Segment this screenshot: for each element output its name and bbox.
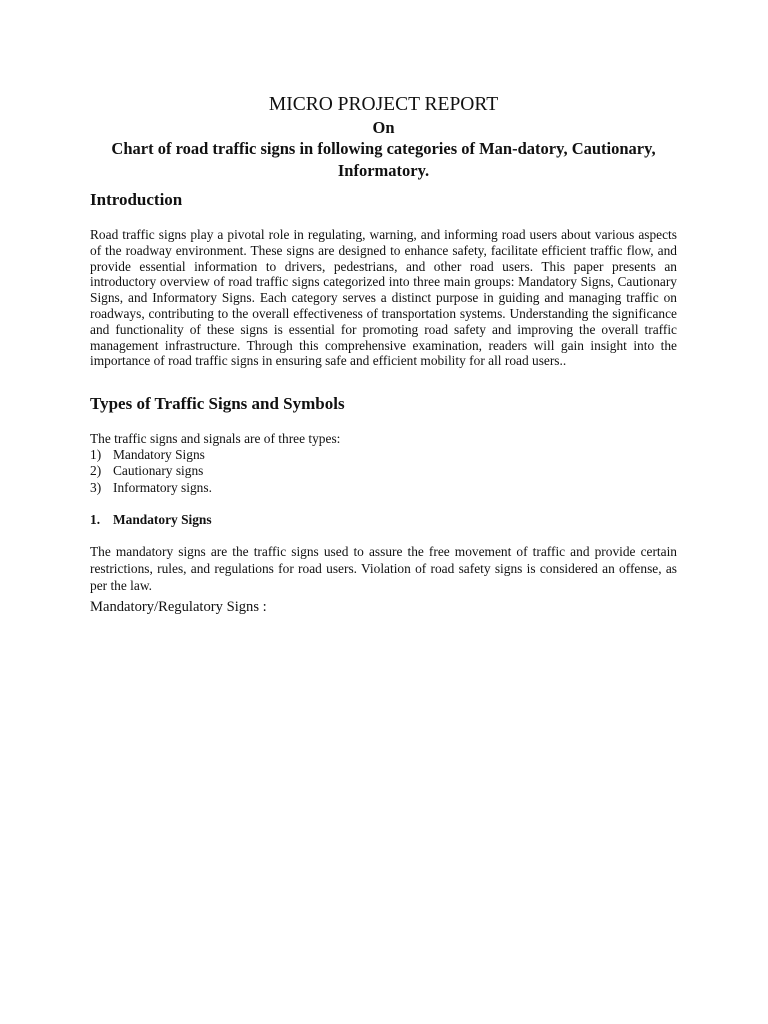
list-item-label: Mandatory Signs (113, 446, 205, 462)
introduction-paragraph: Road traffic signs play a pivotal role in regulating, warning, and informing road users about various aspects of the roadway environment. These signs are designed to enhance safety, facilitate efficient traffic flow, and provide essential information to drivers, pedestrians, and other road users. This paper presents an introductory overview of road traffic signs categorized into three main groups: Mandatory Signs, Cautionary Signs, and Informatory Signs. Each category serves a distinct purpose in guiding and managing traffic on roadways, contributing to the overall effectiveness of transportation systems. Understanding the significance and functionality of these signs is essential for promoting road safety and improving the overall traffic management infrastructure. Through this comprehensive examination, readers will gain insight into the importance of road traffic signs in ensuring safe and efficient mobility for all road users.. (90, 227, 677, 369)
regulatory-signs-label: Mandatory/Regulatory Signs : (90, 599, 267, 616)
report-on-line: On (372, 118, 395, 137)
list-item-number: 2) (90, 463, 102, 479)
list-item (90, 447, 677, 463)
report-subject: Chart of road traffic signs in following categories of Man-datory, Cautionary, Informatory. (111, 139, 656, 180)
list-item (90, 480, 677, 496)
list-item-label: Informatory signs. (113, 479, 212, 495)
list-item-number: 1) (90, 446, 102, 462)
list-item-label: Cautionary signs (113, 463, 204, 479)
report-title: MICRO PROJECT REPORT (268, 94, 499, 115)
introduction-heading: Introduction (90, 190, 183, 209)
types-heading: Types of Traffic Signs and Symbols (90, 394, 345, 414)
mandatory-heading-number: 1. (90, 511, 101, 527)
types-list (90, 447, 677, 496)
mandatory-paragraph: The mandatory signs are the traffic signs used to assure the free movement of traffic and provide certain restrictions, rules, and regulations for road users. Violation of road safety signs is considered an offense, as per the law. (90, 543, 677, 594)
list-item-number: 3) (90, 479, 102, 495)
mandatory-signs-heading (90, 511, 677, 529)
mandatory-heading-label: Mandatory Signs (113, 511, 212, 527)
document-page (90, 93, 677, 617)
types-intro: The traffic signs and signals are of three types: (90, 431, 341, 447)
list-item (90, 463, 677, 479)
